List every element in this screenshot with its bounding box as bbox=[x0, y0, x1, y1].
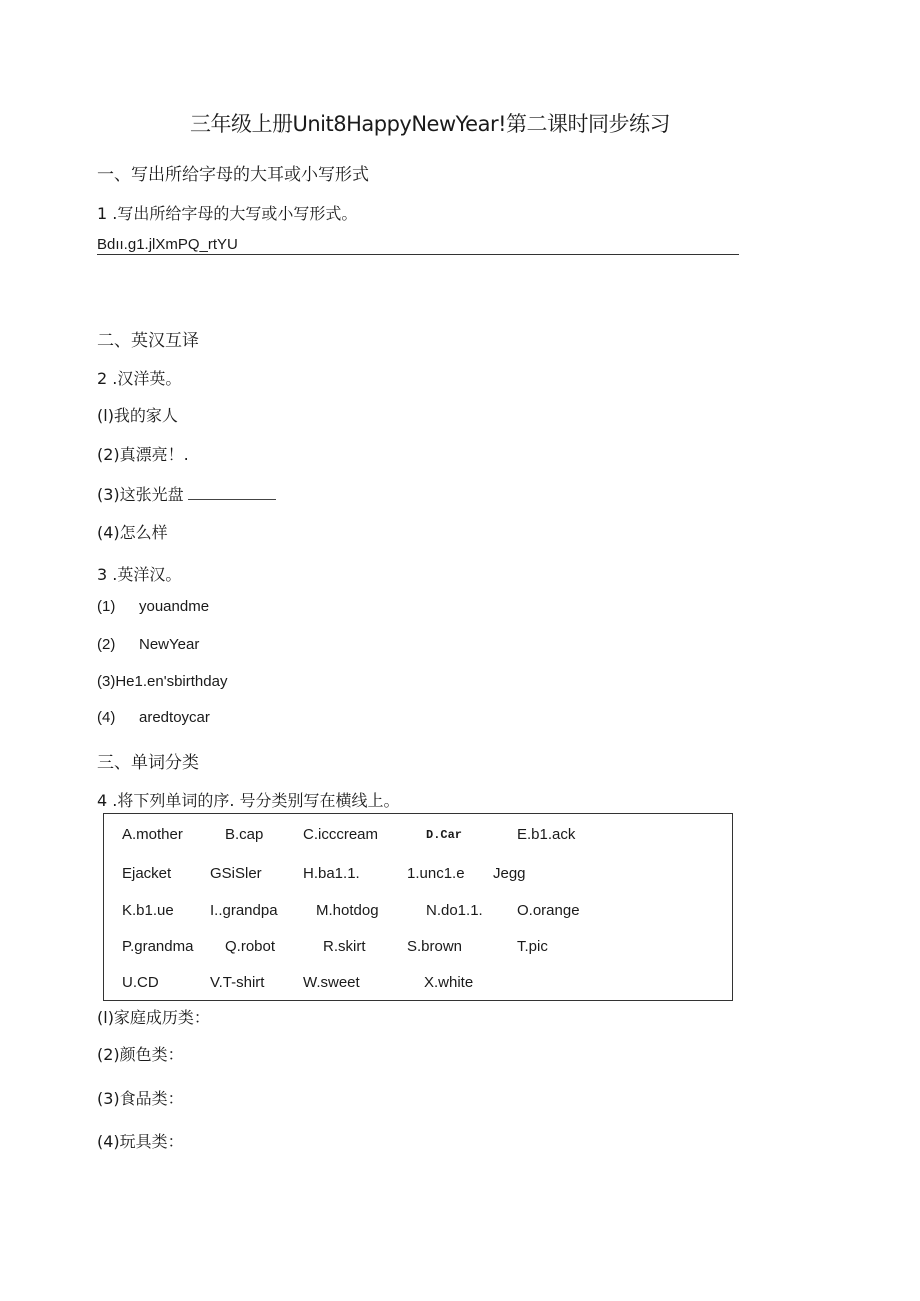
page-title: 三年级上册Unit8HappyNewYear!第二课时同步练习 bbox=[189, 112, 671, 136]
cn-item-4: (4)怎么样 bbox=[97, 523, 168, 542]
word: H.ba1.1. bbox=[303, 865, 360, 882]
category-food: (3)食品类： bbox=[97, 1089, 184, 1108]
en-item-4-num: (4) bbox=[97, 709, 116, 726]
answer-blank[interactable] bbox=[188, 485, 276, 500]
word: N.do1.1. bbox=[426, 902, 483, 919]
word: U.CD bbox=[122, 974, 159, 991]
question-4: 4 .将下列单词的序. 号分类别写在横线上。 bbox=[97, 791, 400, 810]
cn-item-3-label: (3)这张光盘 bbox=[97, 485, 184, 504]
word: O.orange bbox=[517, 902, 580, 919]
en-item-1-text: youandme bbox=[139, 598, 210, 615]
cn-item-2: (2)真漂亮！. bbox=[97, 445, 189, 464]
word: X.white bbox=[424, 974, 474, 991]
word: Ejacket bbox=[122, 865, 172, 882]
section-2-heading: 二、英汉互译 bbox=[97, 331, 199, 351]
word: D.Car bbox=[426, 828, 463, 842]
en-item-2-num: (2) bbox=[97, 636, 116, 653]
category-toy: (4)玩具类： bbox=[97, 1132, 184, 1151]
word: C.icccream bbox=[303, 826, 379, 843]
word-bank-box bbox=[103, 813, 733, 1001]
en-item-4-text: aredtoycar bbox=[139, 709, 210, 726]
question-1: 1 .写出所给字母的大写或小写形式。 bbox=[97, 204, 358, 223]
word: GSiSler bbox=[210, 865, 262, 882]
category-color: (2)颜色类： bbox=[97, 1045, 184, 1064]
category-family: (l)家庭成历类： bbox=[97, 1008, 210, 1027]
question-3: 3 .英洋汉。 bbox=[97, 565, 182, 584]
en-item-1-num: (1) bbox=[97, 598, 116, 615]
word: B.cap bbox=[225, 826, 264, 843]
en-item-3 bbox=[97, 673, 227, 690]
word: Q.robot bbox=[225, 938, 276, 955]
word: W.sweet bbox=[303, 974, 360, 991]
en-item-3-num: (3) bbox=[97, 673, 116, 690]
word: R.skirt bbox=[323, 938, 366, 955]
cn-item-3 bbox=[97, 482, 276, 505]
question-2: 2 .汉洋英。 bbox=[97, 369, 182, 388]
word: M.hotdog bbox=[316, 902, 379, 919]
letters-text: Bdıı.g1.jlXmPQ_rtYU bbox=[97, 236, 238, 253]
word: K.b1.ue bbox=[122, 902, 174, 919]
word: E.b1.ack bbox=[517, 826, 576, 843]
en-item-2-text: NewYear bbox=[139, 636, 200, 653]
word: P.grandma bbox=[122, 938, 194, 955]
word: Jegg bbox=[493, 865, 526, 882]
section-1-heading: 一、写出所给字母的大耳或小写形式 bbox=[97, 165, 369, 185]
section-3-heading: 三、单词分类 bbox=[97, 753, 199, 773]
word: V.T-shirt bbox=[210, 974, 265, 991]
word: A.mother bbox=[122, 826, 183, 843]
cn-item-1: (l)我的家人 bbox=[97, 406, 178, 425]
word: S.brown bbox=[407, 938, 463, 955]
letters-line[interactable] bbox=[97, 236, 739, 255]
word: 1.unc1.e bbox=[407, 865, 465, 882]
en-item-3-text: He1.en'sbirthday bbox=[115, 673, 228, 690]
word: T.pic bbox=[517, 938, 548, 955]
word: I..grandpa bbox=[210, 902, 278, 919]
